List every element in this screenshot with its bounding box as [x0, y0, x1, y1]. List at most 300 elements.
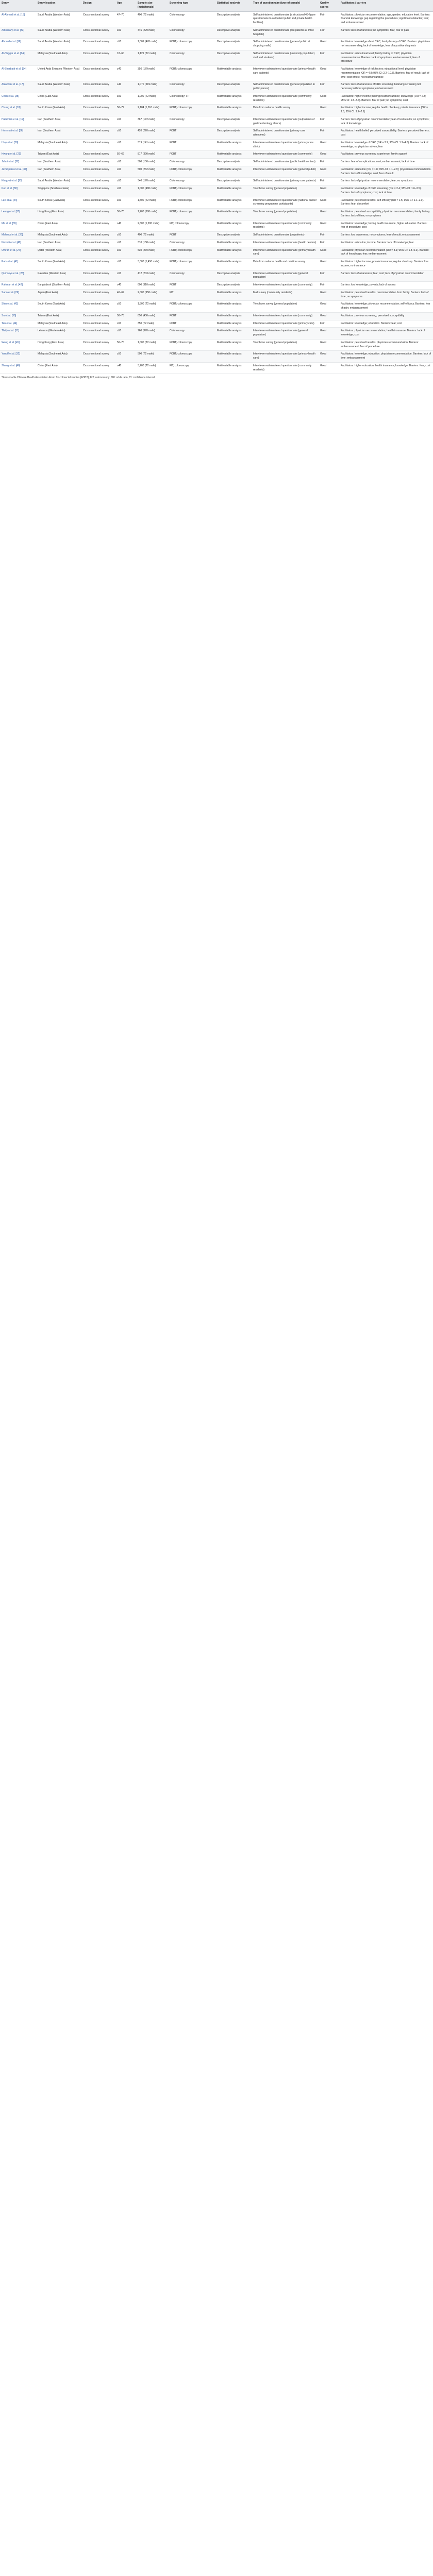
table-cell: Colonoscopy [168, 159, 215, 166]
column-header: Age [115, 0, 136, 11]
table-cell: Fair [319, 239, 339, 247]
table-cell: Singapore (Southeast Asia) [36, 185, 81, 197]
table-cell: Saudi Arabia (Western Asia) [36, 81, 81, 93]
study-cell: Su et al. [30] [0, 312, 36, 320]
table-cell: 367 (172 male) [136, 116, 168, 128]
table-cell: Cross-sectional survey [81, 289, 115, 301]
table-cell: Cross-sectional survey [81, 247, 115, 259]
table-cell: Descriptive analysis [215, 128, 252, 140]
table-cell: Telephone survey (general population) [252, 209, 319, 221]
table-row [0, 159, 433, 166]
table-cell: Cross-sectional survey [81, 209, 115, 221]
table-cell: Fair [319, 11, 339, 27]
table-cell: Barriers: low awareness; no symptoms; fear of result; embarrassment [339, 232, 433, 240]
table-cell: Multivariable analysis [215, 351, 252, 363]
table-cell: Interviewer-administered questionnaire (community) [252, 312, 319, 320]
table-cell: China (East Asia) [36, 93, 81, 105]
table-row [0, 220, 433, 232]
table-cell: Good [319, 39, 339, 50]
table-cell: Cross-sectional survey [81, 220, 115, 232]
table-cell: Cross-sectional survey [81, 328, 115, 340]
study-cell: Tfaily et al. [31] [0, 328, 36, 340]
table-cell: Barriers: lack of physician recommendation; fear of test results; no symptoms; lack of knowledge [339, 116, 433, 128]
table-cell: Malaysia (Southeast Asia) [36, 139, 81, 151]
study-cell: Leung et al. [25] [0, 209, 36, 221]
table-row [0, 11, 433, 27]
table-cell: Descriptive analysis [215, 270, 252, 282]
table-cell: Self-administered questionnaire (public health centers) [252, 159, 319, 166]
table-cell: FOBT; colonoscopy [168, 197, 215, 209]
table-row [0, 351, 433, 363]
table-cell: 3,000 (1,450 male) [136, 259, 168, 270]
table-cell: Multivariable analysis [215, 328, 252, 340]
table-cell: Multivariable analysis [215, 209, 252, 221]
study-cell: Lee et al. [24] [0, 197, 36, 209]
table-cell: Multivariable analysis [215, 320, 252, 328]
table-cell: FIT; colonoscopy [168, 220, 215, 232]
table-cell: 319 (141 male) [136, 139, 168, 151]
table-cell: Lebanon (Western Asia) [36, 328, 81, 340]
table-cell: Facilitators: perceived susceptibility; physician recommendation; family history. Barriers: lack of time; no symptoms [339, 209, 433, 221]
table-cell: ≥50 [115, 320, 136, 328]
table-cell: ≥50 [115, 351, 136, 363]
table-cell: Multivariable analysis [215, 197, 252, 209]
table-cell: United Arab Emirates (Western Asia) [36, 66, 81, 81]
study-cell: Al-Naggar et al. [14] [0, 50, 36, 65]
column-header: Quality scores [319, 0, 339, 11]
table-cell: Cross-sectional survey [81, 139, 115, 151]
table-cell: ≥50 [115, 259, 136, 270]
table-cell: ≥50 [115, 328, 136, 340]
column-header: Facilitators / barriers [339, 0, 433, 11]
table-row [0, 320, 433, 328]
table-row [0, 81, 433, 93]
table-cell: 1,001 (476 male) [136, 39, 168, 50]
table-cell: Data from national health survey [252, 105, 319, 116]
table-cell: Fair [319, 178, 339, 185]
table-cell: Iran (Southern Asia) [36, 166, 81, 178]
table-cell: Malaysia (Southeast Asia) [36, 232, 81, 240]
table-cell: Barriers: lack of awareness of CRC screening; believing screening not necessary without symptoms; embarrassment [339, 81, 433, 93]
table-cell: Taiwan (East Asia) [36, 151, 81, 159]
table-cell: FOBT [168, 128, 215, 140]
table-cell: Good [319, 105, 339, 116]
table-cell: Qatar (Western Asia) [36, 247, 81, 259]
table-row [0, 247, 433, 259]
table-cell: 310 (158 male) [136, 239, 168, 247]
table-cell: 1,070 (519 male) [136, 81, 168, 93]
table-cell: Cross-sectional survey [81, 27, 115, 39]
study-cell: Javanparast et al. [37] [0, 166, 36, 178]
table-cell: Interviewer-administered questionnaire (general population) [252, 328, 319, 340]
study-cell: Park et al. [41] [0, 259, 36, 270]
study-cell: Tan et al. [44] [0, 320, 36, 328]
table-cell: Interviewer-administered questionnaire (community) [252, 151, 319, 159]
table-cell: Colonoscopy [168, 328, 215, 340]
table-cell: FIT [168, 289, 215, 301]
table-cell: Good [319, 312, 339, 320]
table-cell: Multivariable analysis [215, 66, 252, 81]
table-cell: FOBT; colonoscopy [168, 301, 215, 313]
table-cell: Facilitators: knowledge of risk factors; educational level; physician recommendation (OR = 4.8; 95% CI: 2.2–10.5). Barriers: fear of result; lack of time; cost of test; no health insurance [339, 66, 433, 81]
table-row [0, 301, 433, 313]
table-cell: Cross-sectional survey [81, 50, 115, 65]
table-cell: FOBT [168, 151, 215, 159]
table-cell: Facilitators: education (OR = 1.8; 95% CI: 1.1–2.9); physician recommendation. Barriers: lack of knowledge; cost; fear of result [339, 166, 433, 178]
table-cell: Descriptive analysis [215, 81, 252, 93]
table-cell: Interviewer-administered questionnaire (primary health care) [252, 247, 319, 259]
table-cell: Multivariable analysis [215, 166, 252, 178]
table-cell: 817 (390 male) [136, 151, 168, 159]
table-cell: China (East Asia) [36, 362, 81, 374]
table-cell: Fair [319, 128, 339, 140]
table-cell: Japan (East Asia) [36, 289, 81, 301]
table-cell: ≥40 [115, 66, 136, 81]
table-cell: 1,500 (T2 male) [136, 197, 168, 209]
table-cell: Telephone survey (general population) [252, 339, 319, 351]
table-cell: Multivariable analysis [215, 93, 252, 105]
table-row [0, 209, 433, 221]
table-cell: 420 (220 male) [136, 128, 168, 140]
table-cell: Cross-sectional survey [81, 312, 115, 320]
table-row [0, 282, 433, 290]
table-cell: Good [319, 139, 339, 151]
table-body [0, 11, 433, 374]
table-row [0, 116, 433, 128]
table-cell: Descriptive analysis [215, 232, 252, 240]
table-cell: Cross-sectional survey [81, 11, 115, 27]
table-cell: 500 (T2 male) [136, 351, 168, 363]
table-header [0, 0, 433, 11]
table-cell: Cross-sectional survey [81, 259, 115, 270]
table-cell: Facilitators: physician recommendation; health insurance. Barriers: lack of knowledge; cost [339, 328, 433, 340]
table-cell: South Korea (East Asia) [36, 197, 81, 209]
table-row [0, 166, 433, 178]
table-cell: Interviewer-administered questionnaire (primary care) [252, 320, 319, 328]
table-cell: Malaysia (Southeast Asia) [36, 50, 81, 65]
table-cell: Fair [319, 81, 339, 93]
table-cell: Interviewer-administered questionnaire (community) [252, 282, 319, 290]
table-cell: 50–70 [115, 209, 136, 221]
table-cell: Facilitators: knowledge; physician recommendation; self-efficacy. Barriers: fear of pain; embarrassment [339, 301, 433, 313]
table-cell: Facilitators: previous screening experience; family support [339, 151, 433, 159]
table-cell: ≥50 [115, 178, 136, 185]
table-cell: Fair [319, 270, 339, 282]
table-cell: Saudi Arabia (Western Asia) [36, 39, 81, 50]
table-cell: 2,500 (1,200 male) [136, 220, 168, 232]
table-cell: FOBT; colonoscopy [168, 209, 215, 221]
table-cell: 340 (170 male) [136, 178, 168, 185]
table-cell: Multivariable analysis [215, 301, 252, 313]
table-cell: China (East Asia) [36, 220, 81, 232]
table-cell: 500 (262 male) [136, 166, 168, 178]
table-cell: Cross-sectional survey [81, 232, 115, 240]
table-cell: 850 (400 male) [136, 312, 168, 320]
table-cell: Facilitators: knowledge; education. Barriers: fear; cost [339, 320, 433, 328]
table-cell: Interviewer-administered questionnaire (health centers) [252, 239, 319, 247]
table-cell: FOBT [168, 139, 215, 151]
table-cell: Good [319, 301, 339, 313]
table-cell: Palestine (Western Asia) [36, 270, 81, 282]
study-cell: Htay et al. [20] [0, 139, 36, 151]
table-cell: Fair [319, 320, 339, 328]
table-row [0, 93, 433, 105]
table-cell: 1,000 (T2 male) [136, 339, 168, 351]
table-cell: ≥50 [115, 93, 136, 105]
table-cell: 50–79 [115, 105, 136, 116]
table-cell: Good [319, 362, 339, 374]
table-cell: Cross-sectional survey [81, 339, 115, 351]
table-cell: Malaysia (Southeast Asia) [36, 320, 81, 328]
table-cell: Good [319, 93, 339, 105]
table-cell: Interviewer-administered questionnaire (general population) [252, 270, 319, 282]
table-cell: Cross-sectional survey [81, 282, 115, 290]
table-cell: FOBT; colonoscopy [168, 259, 215, 270]
table-cell: 40–69 [115, 289, 136, 301]
study-cell: Ma et al. [39] [0, 220, 36, 232]
table-cell: Fair [319, 159, 339, 166]
table-cell: Colonoscopy [168, 239, 215, 247]
study-cell: Chen et al. [35] [0, 93, 36, 105]
table-cell: Good [319, 289, 339, 301]
table-cell: Multivariable analysis [215, 362, 252, 374]
table-cell: Interviewer-administered questionnaire (general public) [252, 166, 319, 178]
study-cell: Sano et al. [29] [0, 289, 36, 301]
table-cell: ≥50 [115, 159, 136, 166]
table-cell: FOBT; colonoscopy [168, 105, 215, 116]
table-cell: Facilitators: perceived benefits; physician recommendation. Barriers: embarrassment; fear of procedure [339, 339, 433, 351]
table-cell: ≥50 [115, 116, 136, 128]
table-row [0, 39, 433, 50]
table-cell: Multivariable analysis [215, 105, 252, 116]
table-cell: Descriptive analysis [215, 116, 252, 128]
table-cell: Facilitators: knowledge; having health insurance; higher education. Barriers: fear of procedure; cost [339, 220, 433, 232]
table-cell: 350 (T2 male) [136, 320, 168, 328]
table-cell: Multivariable analysis [215, 220, 252, 232]
table-cell: Facilitators: education; income. Barriers: lack of knowledge; fear [339, 239, 433, 247]
table-footnote: *Reasonable Chinese Health Association Form for colorectal studies (FOBT); FIT; colonoscopy; OR: odds ratio; CI: confidence interval. [2, 376, 156, 380]
table-cell: Cross-sectional survey [81, 128, 115, 140]
table-row [0, 312, 433, 320]
table-cell: 1,000 (480 male) [136, 185, 168, 197]
study-cell: Aldossary et al. [33] [0, 27, 36, 39]
table-row [0, 232, 433, 240]
table-cell: Cross-sectional survey [81, 151, 115, 159]
header-row [0, 0, 433, 11]
table-cell: Multivariable analysis [215, 312, 252, 320]
table-cell: FOBT; colonoscopy [168, 185, 215, 197]
table-cell: Descriptive analysis [215, 39, 252, 50]
table-cell: Facilitators: higher income; regular health check-up; private insurance (OR = 1.6; 95% CI: 1.2–2.1) [339, 105, 433, 116]
table-row [0, 339, 433, 351]
table-cell: Facilitators: health belief; perceived susceptibility. Barriers: perceived barriers; cost [339, 128, 433, 140]
table-cell: Colonoscopy [168, 11, 215, 27]
table-cell: Self-administered questionnaire (a structured 48-figure questionnaire to outpatient public and private health facilities) [252, 11, 319, 27]
column-header: Type of questionnaire (type of sample) [252, 0, 319, 11]
table-cell: Interviewer-administered questionnaire (primary health care patients) [252, 66, 319, 81]
study-cell: Jafari et al. [22] [0, 159, 36, 166]
study-cell: Al-Sharbatti et al. [34] [0, 66, 36, 81]
table-cell: Interviewer-administered questionnaire (community residents) [252, 362, 319, 374]
table-cell: Saudi Arabia (Western Asia) [36, 178, 81, 185]
column-header: Statistical analysis [215, 0, 252, 11]
study-cell: Hatamian et al. [19] [0, 116, 36, 128]
table-cell: Good [319, 259, 339, 270]
table-row [0, 128, 433, 140]
table-cell: 18–60 [115, 50, 136, 65]
table-row [0, 362, 433, 374]
table-cell: FOBT [168, 320, 215, 328]
table-row [0, 66, 433, 81]
table-cell: 1,800 (T2 male) [136, 301, 168, 313]
study-cell: Hwang et al. [21] [0, 151, 36, 159]
table-cell: ≥50 [115, 301, 136, 313]
study-cell: Shin et al. [43] [0, 301, 36, 313]
table-cell: Iran (Southern Asia) [36, 239, 81, 247]
table-cell: Malaysia (Southeast Asia) [36, 351, 81, 363]
table-cell: 2,104 (1,010 male) [136, 105, 168, 116]
table-cell: 400 (T2 male) [136, 232, 168, 240]
table-cell: Cross-sectional survey [81, 159, 115, 166]
table-cell: Multivariable analysis [215, 185, 252, 197]
table-cell: Self-administered questionnaire (university population; staff and students) [252, 50, 319, 65]
column-header: Sample size (male/female) [136, 0, 168, 11]
table-cell: Cross-sectional survey [81, 81, 115, 93]
table-cell: 400 (T2 male) [136, 11, 168, 27]
table-cell: Self-administered questionnaire (outpatients) [252, 232, 319, 240]
table-cell: Multivariable analysis [215, 139, 252, 151]
table-cell: ≥50 [115, 232, 136, 240]
table-cell: Interviewer-administered questionnaire (community residents) [252, 220, 319, 232]
table-row [0, 50, 433, 65]
study-cell: Al-Ahmadi et al. [15] [0, 11, 36, 27]
study-cell: Chung et al. [18] [0, 105, 36, 116]
table-cell: Multivariable analysis [215, 151, 252, 159]
table-cell: Facilitators: higher income; having health insurance; knowledge (OR = 2.3; 95% CI: 1.5–3.4). Barriers: fear of pain; no symptoms; cost [339, 93, 433, 105]
table-cell: ≥50 [115, 185, 136, 197]
study-cell: Koo et al. [38] [0, 185, 36, 197]
table-row [0, 178, 433, 185]
study-cell: Yusoff et al. [32] [0, 351, 36, 363]
table-cell: 47–70 [115, 11, 136, 27]
table-cell: ≥40 [115, 81, 136, 93]
table-cell: Good [319, 328, 339, 340]
study-cell: Ahmed et al. [16] [0, 39, 36, 50]
table-cell: 1,000 (T2 male) [136, 93, 168, 105]
table-cell: Good [319, 220, 339, 232]
study-cell: Khayyat et al. [23] [0, 178, 36, 185]
study-cell: Hemmati et al. [36] [0, 128, 36, 140]
table-cell: Cross-sectional survey [81, 351, 115, 363]
table-cell: Colonoscopy [168, 270, 215, 282]
table-cell: Cross-sectional survey [81, 320, 115, 328]
table-cell: Facilitators: educational level; family history of CRC; physician recommendation. Barriers: lack of symptoms; embarrassment; fear of procedure [339, 50, 433, 65]
column-header: Study location [36, 0, 81, 11]
table-cell: ≥50 [115, 270, 136, 282]
table-cell: Descriptive analysis [215, 50, 252, 65]
table-cell: Fair [319, 116, 339, 128]
table-cell: Good [319, 197, 339, 209]
table-row [0, 197, 433, 209]
table-cell: Multivariable analysis [215, 239, 252, 247]
table-cell: Facilitators: perceived benefits; self-efficacy (OR = 1.5; 95% CI: 1.1–2.0). Barriers: fear; discomfort [339, 197, 433, 209]
table-row [0, 270, 433, 282]
table-cell: Cross-sectional survey [81, 166, 115, 178]
studies-table [0, 0, 433, 374]
study-cell: Zhang et al. [46] [0, 362, 36, 374]
table-cell: FOBT; colonoscopy [168, 351, 215, 363]
table-cell: FOBT; colonoscopy [168, 247, 215, 259]
table-cell: Iran (Southern Asia) [36, 116, 81, 128]
table-cell: Facilitators: perceived benefits; recommendation from family. Barriers: lack of time; no symptoms [339, 289, 433, 301]
study-cell: Wong et al. [45] [0, 339, 36, 351]
study-cell: Mahmud et al. [26] [0, 232, 36, 240]
table-row [0, 239, 433, 247]
table-cell: Cross-sectional survey [81, 270, 115, 282]
table-cell: Fair [319, 27, 339, 39]
table-row [0, 151, 433, 159]
table-cell: FOBT; colonoscopy [168, 339, 215, 351]
table-cell: 530 (270 male) [136, 247, 168, 259]
table-cell: FOBT; colonoscopy [168, 39, 215, 50]
table-cell: Barriers: fear of complications; cost; embarrassment; lack of time [339, 159, 433, 166]
table-cell: Facilitators: physician recommendation; age, gender; education level. Barriers: financial knowledge gap regarding the procedures; significant obstacles; fear; and embarrassment [339, 11, 433, 27]
table-cell: Self-administered questionnaire (general public at shopping malls) [252, 39, 319, 50]
table-cell: Facilitators: previous screening; perceived susceptibility [339, 312, 433, 320]
table-cell: ≥50 [115, 239, 136, 247]
table-cell: Cross-sectional survey [81, 178, 115, 185]
table-cell: Interviewer-administered questionnaire (outpatients of gastroenterology clinics) [252, 116, 319, 128]
table-cell: 1,200 (600 male) [136, 209, 168, 221]
table-cell: Multivariable analysis [215, 259, 252, 270]
table-cell: FOBT [168, 282, 215, 290]
table-cell: Multivariable analysis [215, 289, 252, 301]
table-cell: Iran (Southern Asia) [36, 159, 81, 166]
table-cell: Colonoscopy; FIT [168, 93, 215, 105]
study-cell: Qumseya et al. [28] [0, 270, 36, 282]
table-cell: 1,129 (T2 male) [136, 50, 168, 65]
table-cell: Colonoscopy [168, 27, 215, 39]
table-cell: Descriptive analysis [215, 282, 252, 290]
table-cell: Hong Kong (East Asia) [36, 209, 81, 221]
table-cell: Taiwan (East Asia) [36, 312, 81, 320]
table-cell: ≥50 [115, 139, 136, 151]
table-cell: Facilitators: higher education; health insurance; knowledge. Barriers: fear; cost [339, 362, 433, 374]
table-cell: Facilitators: knowledge; education; physician recommendation. Barriers: lack of time; embarrassment [339, 351, 433, 363]
table-cell: Self-administered questionnaire (general population in public places) [252, 81, 319, 93]
table-cell: Facilitators: higher income; private insurance; regular check-up. Barriers: low income; no insurance [339, 259, 433, 270]
study-cell: Nemati et al. [40] [0, 239, 36, 247]
table-cell: Colonoscopy [168, 178, 215, 185]
table-cell: Saudi Arabia (Western Asia) [36, 27, 81, 39]
table-row [0, 259, 433, 270]
table-cell: South Korea (East Asia) [36, 259, 81, 270]
table-cell: Facilitators: physician recommendation (OR = 3.1; 95% CI: 1.8–5.2). Barriers: lack of knowledge; fear; embarrassment [339, 247, 433, 259]
study-cell: Omran et al. [27] [0, 247, 36, 259]
table-cell: FOBT; colonoscopy [168, 166, 215, 178]
table-cell: Cross-sectional survey [81, 116, 115, 128]
table-cell: 50–69 [115, 151, 136, 159]
table-cell: 760 (370 male) [136, 328, 168, 340]
table-cell: ≥50 [115, 39, 136, 50]
table-cell: 412 (203 male) [136, 270, 168, 282]
table-cell: Descriptive analysis [215, 11, 252, 27]
table-cell: 300 (150 male) [136, 159, 168, 166]
table-cell: Good [319, 166, 339, 178]
table-cell: Cross-sectional survey [81, 39, 115, 50]
table-cell: Facilitators: knowledge of CRC screening (OR = 2.4; 95% CI: 1.6–3.5). Barriers: lack of symptoms; cost; lack of time [339, 185, 433, 197]
table-cell: Cross-sectional survey [81, 301, 115, 313]
